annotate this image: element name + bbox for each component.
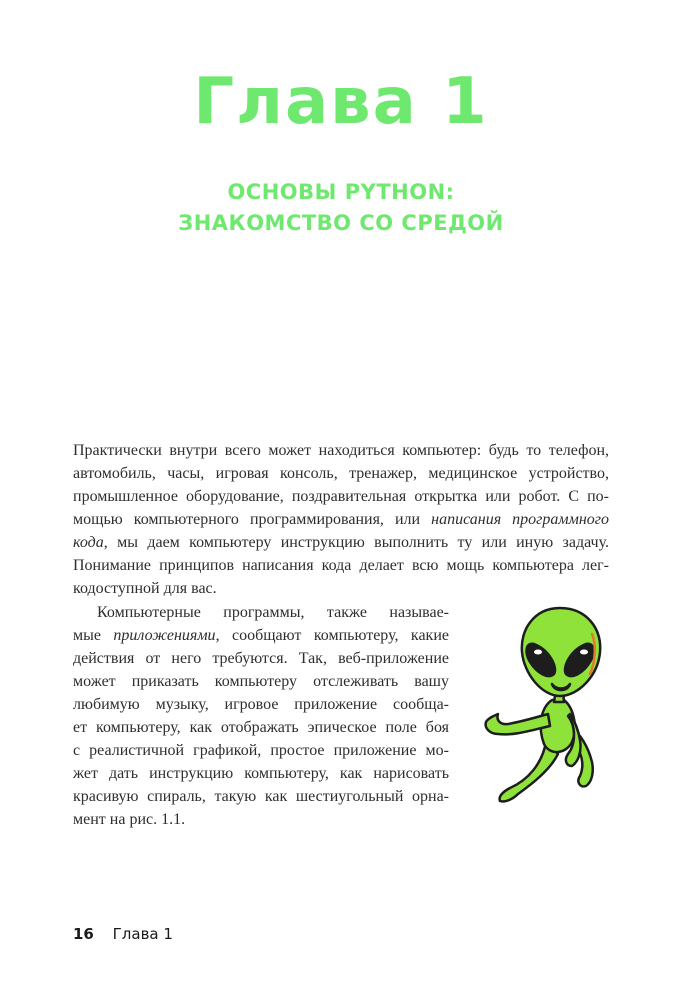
text-line: жет дать инструкцию компьютеру, как нарисовать — [73, 765, 449, 782]
text-line: кодоступной для вас. — [73, 580, 217, 597]
text-line: Понимание принципов написания кода делает всю мощь компьютера лег- — [73, 557, 609, 574]
text-span: , сообщают компьютеру, какие — [215, 627, 449, 644]
text-line: с реалистичной графикой, простое приложение мо- — [73, 742, 449, 759]
text-line — [73, 624, 449, 647]
chapter-subtitle-line-1: ОСНОВЫ PYTHON: — [227, 180, 455, 204]
text-span: мощью компьютерного программирования, или — [73, 511, 432, 528]
text-span: мые — [73, 627, 114, 644]
intro-paragraph — [73, 439, 609, 600]
chapter-title: Глава 1 — [193, 65, 489, 139]
text-line — [73, 508, 609, 531]
page-number: 16 — [73, 925, 94, 943]
text-line: любимую музыку, игровое приложение сообща- — [73, 696, 449, 713]
emphasis-text: написания программного — [431, 511, 610, 528]
text-line: Компьютерные программы, также называе- — [97, 604, 449, 621]
text-line: автомобиль, часы, игровая консоль, тренажер, медицинское устройство, — [73, 465, 609, 482]
emphasis-text: приложениями — [113, 627, 216, 644]
text-span: , мы даем компьютеру инструкцию выполнить ту или иную задачу. — [103, 534, 609, 551]
text-line: красивую спираль, такую как шестиугольный орна- — [73, 788, 449, 805]
running-chapter-label: Глава 1 — [112, 925, 173, 943]
text-line: действия от него требуются. Так, веб-приложение — [73, 650, 449, 667]
text-line: ет компьютеру, как отображать эпическое поле боя — [73, 719, 449, 736]
page-footer — [73, 925, 173, 943]
emphasis-text: кода — [73, 534, 104, 551]
text-line: промышленное оборудование, поздравительная открытка или робот. С по- — [73, 488, 609, 505]
text-line: может приказать компьютеру отслеживать вашу — [73, 673, 449, 690]
chapter-subtitle — [0, 177, 682, 239]
green-alien-illustration — [468, 604, 618, 808]
chapter-subtitle-line-2: ЗНАКОМСТВО СО СРЕДОЙ — [178, 211, 504, 235]
text-line — [73, 531, 609, 554]
text-line: Практически внутри всего может находиться компьютер: будь то телефон, — [73, 442, 609, 459]
programs-paragraph — [73, 601, 449, 831]
text-line: мент на рис. 1.1. — [73, 811, 186, 828]
